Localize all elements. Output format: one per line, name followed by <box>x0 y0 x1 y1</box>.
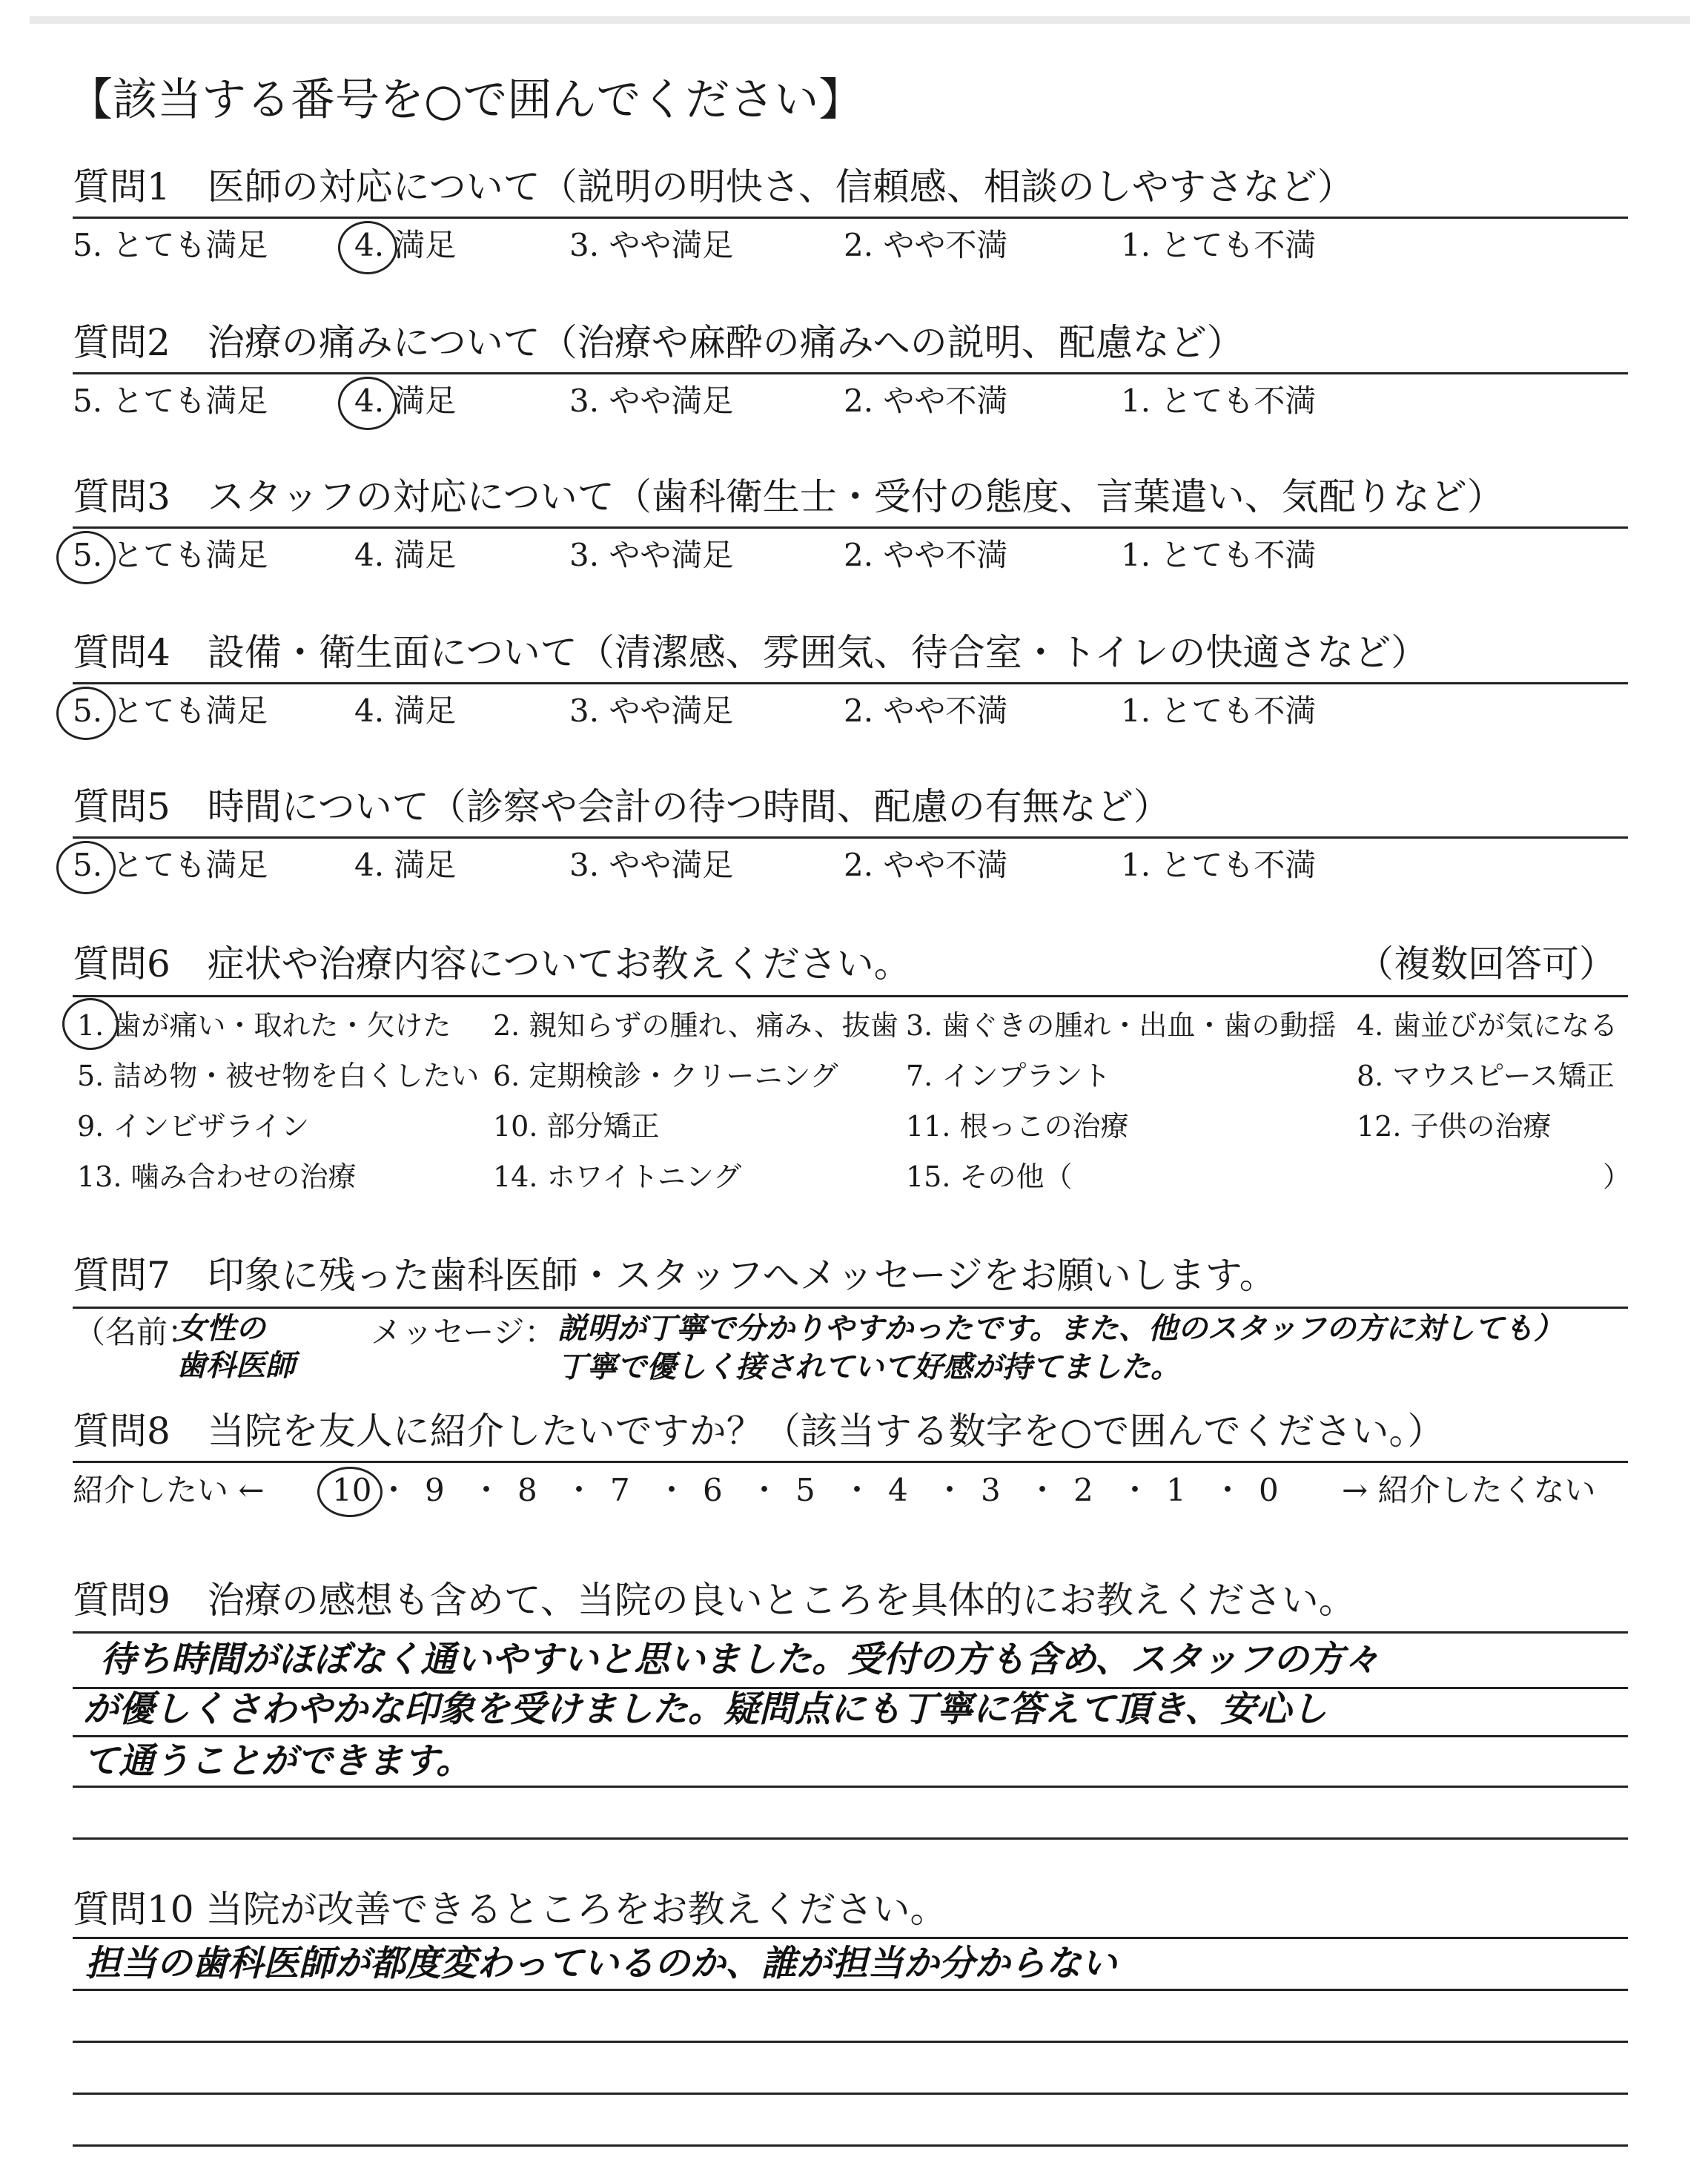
q7-name-value-1: 女性の <box>176 1312 265 1346</box>
q7-message-label: メッセージ： <box>371 1314 556 1350</box>
q8-scale-dot-1: ・ <box>471 1472 503 1508</box>
q9-answer-line-3: て通うことができます。 <box>83 1740 472 1782</box>
q2-option-2: 2. やや不満 <box>844 383 1008 419</box>
q4-option-3: 3. やや満足 <box>569 693 734 729</box>
q3-option-5: 5. とても満足 <box>73 537 268 573</box>
q6-rule <box>73 995 1628 997</box>
q8-scale-7: 7 <box>610 1472 630 1508</box>
q6-option-12: 12. 子供の治療 <box>1357 1110 1552 1143</box>
q8-left-label: 紹介したい ← <box>73 1472 265 1508</box>
q10-rule-3 <box>73 2093 1628 2095</box>
q3-option-3: 3. やや満足 <box>569 537 734 573</box>
q8-scale-dot-6: ・ <box>934 1472 966 1508</box>
q10-rule-1 <box>73 1989 1628 1991</box>
q3-rule <box>73 526 1628 529</box>
q6-option-14: 14. ホワイトニング <box>493 1160 742 1193</box>
q8-scale-dot-4: ・ <box>749 1472 781 1508</box>
q8-scale-1: 1 <box>1166 1472 1186 1508</box>
q8-scale-0: 0 <box>1259 1472 1279 1508</box>
q5-selected-circle <box>56 841 116 894</box>
q6-option-6: 6. 定期検診・クリーニング <box>493 1060 838 1092</box>
q6-option-2: 2. 親知らずの腫れ、痛み、抜歯 <box>493 1009 898 1042</box>
scan-edge-line <box>30 16 1690 24</box>
q7-rule <box>73 1307 1628 1309</box>
q9-answer-line-2: が優しくさわやかな印象を受けました。疑問点にも丁寧に答えて頂き、安心し <box>83 1688 1328 1730</box>
q6-option-5: 5. 詰め物・被せ物を白くしたい <box>77 1060 480 1092</box>
q4-option-4: 4. 満足 <box>354 693 457 729</box>
q6-selected-circle <box>62 998 119 1050</box>
q6-note: （複数回答可） <box>1357 942 1616 985</box>
q10-rule-0 <box>73 1937 1628 1939</box>
q9-answer-line-1: 待ち時間がほぼなく通いやすいと思いました。受付の方も含め、スタッフの方々 <box>100 1639 1380 1680</box>
q4-title: 質問4 設備・衛生面について（清潔感、雰囲気、待合室・トイレの快適さなど） <box>73 631 1429 674</box>
q1-option-3: 3. やや満足 <box>569 227 734 263</box>
q5-option-4: 4. 満足 <box>354 847 457 883</box>
q4-rule <box>73 682 1628 684</box>
q7-message-line-1: 説明が丁寧で分かりやすかったです。また、他のスタッフの方に対しても） <box>557 1312 1563 1346</box>
q6-option-16: ） <box>1603 1160 1632 1193</box>
q2-selected-circle <box>338 377 397 430</box>
q6-option-1: 1. 歯が痛い・取れた・欠けた <box>77 1009 451 1042</box>
q1-option-5: 5. とても満足 <box>73 227 268 263</box>
q8-scale-dot-3: ・ <box>656 1472 688 1508</box>
q6-option-4: 4. 歯並びが気になる <box>1357 1009 1618 1042</box>
q9-rule-0 <box>73 1631 1628 1634</box>
q8-scale-2: 2 <box>1073 1472 1093 1508</box>
q5-title: 質問5 時間について（診察や会計の待つ時間、配慮の有無など） <box>73 785 1171 828</box>
q5-option-5: 5. とても満足 <box>73 847 268 883</box>
q9-title: 質問9 治療の感想も含めて、当院の良いところを具体的にお教えください。 <box>73 1579 1356 1622</box>
instruction-heading: 【該当する番号を○で囲んでください】 <box>68 74 864 126</box>
q10-title: 質問10 当院が改善できるところをお教えください。 <box>73 1888 947 1931</box>
q6-option-7: 7. インプラント <box>906 1060 1111 1092</box>
q8-rule <box>73 1461 1628 1463</box>
q1-option-1: 1. とても不満 <box>1121 227 1317 263</box>
q6-option-13: 13. 噛み合わせの治療 <box>77 1160 357 1193</box>
q6-option-11: 11. 根っこの治療 <box>906 1110 1129 1143</box>
q6-option-8: 8. マウスピース矯正 <box>1357 1060 1615 1092</box>
q5-option-3: 3. やや満足 <box>569 847 734 883</box>
q1-option-2: 2. やや不満 <box>844 227 1008 263</box>
q8-scale-dot-0: ・ <box>378 1472 410 1508</box>
q2-option-3: 3. やや満足 <box>569 383 734 419</box>
q6-option-3: 3. 歯ぐきの腫れ・出血・歯の動揺 <box>906 1009 1337 1042</box>
q3-option-2: 2. やや不満 <box>844 537 1008 573</box>
q2-title: 質問2 治療の痛みについて（治療や麻酔の痛みへの説明、配慮など） <box>73 321 1244 364</box>
q5-option-2: 2. やや不満 <box>844 847 1008 883</box>
q8-scale-9: 9 <box>425 1472 445 1508</box>
q8-right-label: → 紹介したくない <box>1342 1472 1596 1508</box>
q6-option-15: 15. その他（ <box>906 1160 1073 1193</box>
q6-option-10: 10. 部分矯正 <box>493 1110 660 1143</box>
q1-title: 質問1 医師の対応について（説明の明快さ、信頼感、相談のしやすさなど） <box>73 165 1354 208</box>
q8-scale-4: 4 <box>888 1472 908 1508</box>
q7-name-label: （名前： <box>74 1314 199 1350</box>
q8-title: 質問8 当院を友人に紹介したいですか？（該当する数字を○で囲んでください。） <box>73 1410 1445 1453</box>
q8-scale-3: 3 <box>981 1472 1001 1508</box>
q10-answer-line-1: 担当の歯科医師が都度変わっているのか、誰が担当か分からない <box>85 1943 1117 1984</box>
q8-scale-10: 10 <box>332 1472 372 1508</box>
q2-option-1: 1. とても不満 <box>1121 383 1317 419</box>
q8-scale-5: 5 <box>795 1472 815 1508</box>
q5-rule <box>73 836 1628 839</box>
q2-option-5: 5. とても満足 <box>73 383 268 419</box>
q1-selected-circle <box>338 221 397 274</box>
q4-selected-circle <box>56 687 116 740</box>
q8-scale-dot-9: ・ <box>1212 1472 1244 1508</box>
q8-scale-dot-2: ・ <box>563 1472 595 1508</box>
q3-title: 質問3 スタッフの対応について（歯科衛生士・受付の態度、言葉遣い、気配りなど） <box>73 475 1504 518</box>
q4-option-2: 2. やや不満 <box>844 693 1008 729</box>
q9-rule-3 <box>73 1786 1628 1788</box>
q3-option-1: 1. とても不満 <box>1121 537 1317 573</box>
q1-rule <box>73 217 1628 219</box>
q8-scale-dot-7: ・ <box>1027 1472 1059 1508</box>
q8-scale-dot-5: ・ <box>841 1472 873 1508</box>
q8-selected-circle <box>317 1467 383 1517</box>
q10-rule-2 <box>73 2041 1628 2043</box>
q9-rule-4 <box>73 1837 1628 1840</box>
q3-selected-circle <box>56 531 116 584</box>
q3-option-4: 4. 満足 <box>354 537 457 573</box>
q6-option-9: 9. インビザライン <box>77 1110 310 1143</box>
q6-title: 質問6 症状や治療内容についてお教えください。 <box>73 942 911 985</box>
q9-rule-2 <box>73 1735 1628 1737</box>
q5-option-1: 1. とても不満 <box>1121 847 1317 883</box>
q8-scale-dot-8: ・ <box>1119 1472 1151 1508</box>
q2-rule <box>73 372 1628 374</box>
q1-option-4: 4. 満足 <box>354 227 457 263</box>
q4-option-1: 1. とても不満 <box>1121 693 1317 729</box>
q10-rule-4 <box>73 2144 1628 2147</box>
q7-message-line-2: 丁寧で優しく接されていて好感が持てました。 <box>557 1350 1180 1384</box>
q4-option-5: 5. とても満足 <box>73 693 268 729</box>
q8-scale-8: 8 <box>517 1472 537 1508</box>
q8-scale-6: 6 <box>703 1472 723 1508</box>
q7-title: 質問7 印象に残った歯科医師・スタッフへメッセージをお願いします。 <box>73 1254 1277 1297</box>
q7-name-value-2: 歯科医師 <box>176 1349 295 1383</box>
q2-option-4: 4. 満足 <box>354 383 457 419</box>
